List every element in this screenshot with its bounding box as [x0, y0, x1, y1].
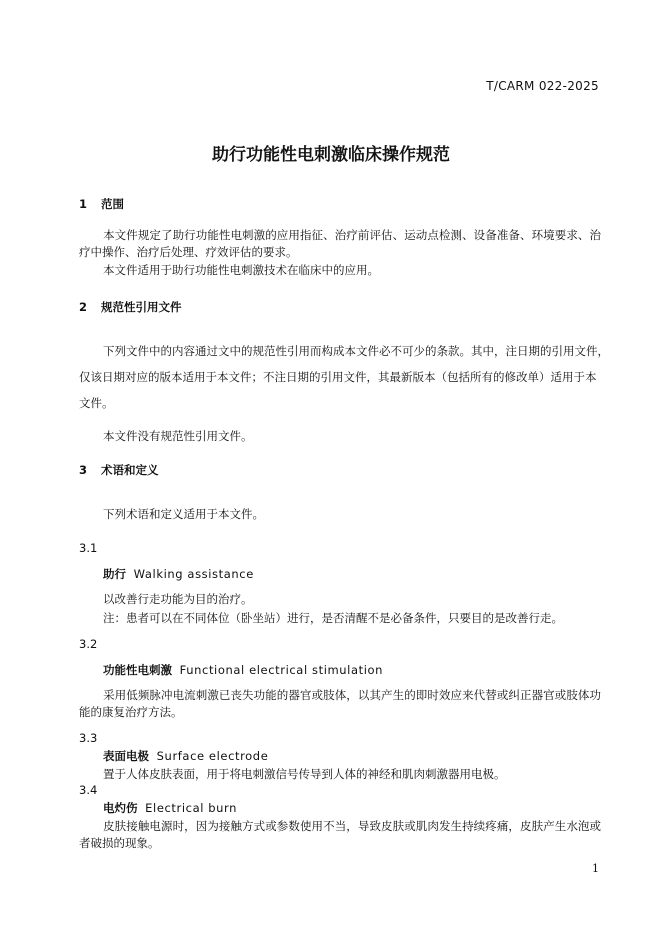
term-heading: [103, 566, 254, 582]
term-number: 3.4: [79, 783, 98, 797]
references-line-3: 文件。: [79, 396, 114, 410]
term-definition: 置于人体皮肤表面，用于将电刺激信号传导到人体的神经和肌肉刺激器用电极。: [103, 767, 506, 781]
paragraph-scope-2: [79, 262, 601, 279]
section-title: 术语和定义: [101, 463, 159, 477]
terms-intro: 下列术语和定义适用于本文件。: [103, 507, 264, 521]
term-english: Electrical burn: [145, 801, 238, 815]
term-chinese: 功能性电刺激: [103, 663, 172, 677]
term-chinese: 助行: [103, 567, 126, 581]
paragraph-scope-1: [79, 227, 601, 261]
section-number: 1: [79, 197, 88, 211]
term-number: 3.1: [79, 541, 98, 555]
term-heading: [103, 662, 383, 678]
references-line-2: 仅该日期对应的版本适用于本文件；不注日期的引用文件，其最新版本（包括所有的修改单）适用于本: [79, 370, 597, 384]
term-number: 3.3: [79, 731, 98, 745]
term-heading: [103, 800, 237, 816]
term-chinese: 表面电极: [103, 749, 149, 763]
document-title: 助行功能性电刺激临床操作规范: [212, 145, 450, 165]
section-title: 范围: [101, 197, 125, 211]
paragraph-text: 本文件规定了助行功能性电刺激的应用指征、治疗前评估、运动点检测、设备准备、环境要求、治疗中操作、治疗后处理、疗效评估的要求。: [79, 228, 601, 259]
term-chinese: 电灼伤: [103, 801, 138, 815]
section-heading-scope: [79, 196, 124, 212]
term-note: 注：患者可以在不同体位（卧坐站）进行，是否清醒不是必备条件，只要目的是改善行走。: [103, 611, 563, 625]
paragraph-text: 采用低频脉冲电流刺激已丧失功能的器官或肢体，以其产生的即时效应来代替或纠正器官或肢体功能的康复治疗方法。: [79, 688, 601, 719]
term-english: Walking assistance: [133, 567, 254, 581]
term-number: 3.2: [79, 637, 98, 651]
standard-code: T/CARM 022-2025: [486, 79, 599, 93]
section-number: 2: [79, 300, 88, 314]
term-english: Surface electrode: [156, 749, 269, 763]
paragraph-text: 皮肤接触电源时，因为接触方式或参数使用不当，导致皮肤或肌肉发生持续疼痛，皮肤产生水泡或者破损的现象。: [79, 819, 601, 850]
section-heading-terms: [79, 462, 159, 478]
paragraph-text: 本文件适用于助行功能性电刺激技术在临床中的应用。: [103, 263, 379, 277]
term-definition: 以改善行走功能为目的治疗。: [103, 592, 253, 606]
section-number: 3: [79, 463, 88, 477]
term-heading: [103, 748, 268, 764]
page-number: 1: [592, 862, 599, 875]
references-line-1: 下列文件中的内容通过文中的规范性引用而构成本文件必不可少的条款。其中，注日期的引用文件，: [103, 344, 609, 358]
references-paragraph-2: 本文件没有规范性引用文件。: [103, 429, 253, 443]
section-title: 规范性引用文件: [101, 300, 182, 314]
term-definition: [79, 687, 601, 721]
section-heading-references: [79, 299, 182, 315]
term-english: Functional electrical stimulation: [179, 663, 384, 677]
term-definition: [79, 818, 601, 852]
